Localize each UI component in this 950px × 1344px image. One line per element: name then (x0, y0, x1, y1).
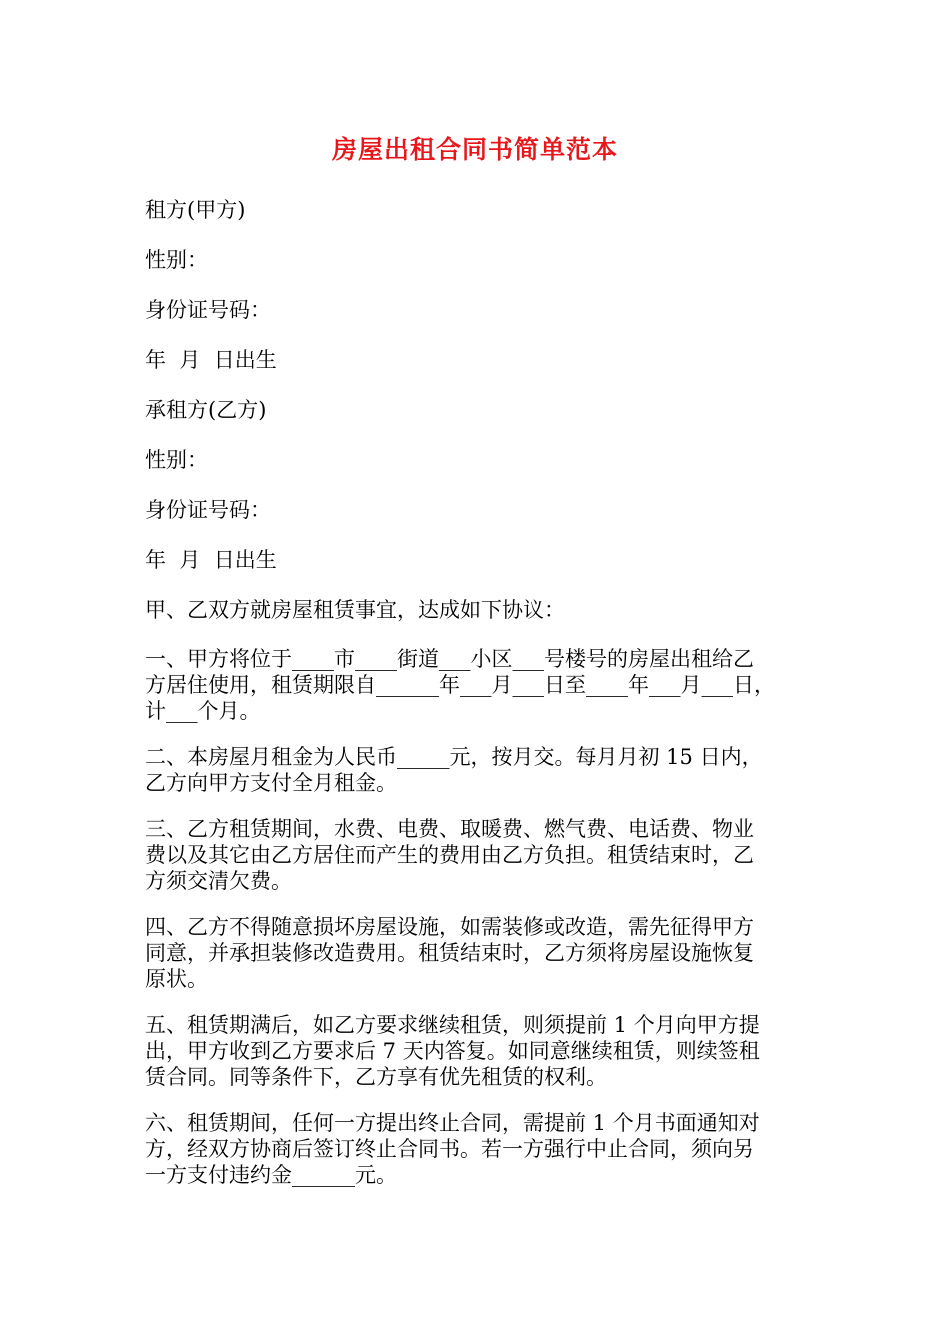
clause-1-row-2: 方居住使用，租赁期限自______年___月___日至____年___月___日， (145, 673, 775, 697)
clause-1 (145, 646, 815, 724)
clause-6-row-2: 方，经双方协商后签订终止合同书。若一方强行中止合同，须向另 (145, 1137, 754, 1161)
clause-6 (145, 1110, 815, 1188)
clause-2-row-2: 乙方向甲方支付全月租金。 (145, 771, 397, 795)
clause-1-row-1: 一、甲方将位于____市____街道___小区___号楼号的房屋出租给乙 (145, 647, 754, 671)
lessee-gender-label: 性别： (145, 448, 208, 472)
document-body (145, 196, 815, 1208)
lessor-birth-label: 年 月 日出生 (145, 348, 277, 372)
lessor-gender-label: 性别： (145, 248, 208, 272)
clause-4 (145, 914, 815, 992)
clause-5-row-1: 五、租赁期满后，如乙方要求继续租赁，则须提前 1 个月向甲方提 (145, 1013, 760, 1037)
clause-3-row-3: 方须交清欠费。 (145, 869, 292, 893)
document-title: 房屋出租合同书简单范本 (331, 135, 618, 164)
clause-3-row-2: 费以及其它由乙方居住而产生的费用由乙方负担。租赁结束时，乙 (145, 843, 754, 867)
clause-4-row-2: 同意，并承担装修改造费用。租赁结束时，乙方须将房屋设施恢复 (145, 941, 754, 965)
clause-3 (145, 816, 815, 894)
clause-2 (145, 744, 815, 796)
clause-1-row-3: 计___个月。 (145, 699, 261, 723)
clause-6-row-1: 六、租赁期间，任何一方提出终止合同，需提前 1 个月书面通知对 (145, 1111, 760, 1135)
clause-5 (145, 1012, 815, 1090)
clause-5-row-3: 赁合同。同等条件下，乙方享有优先租赁的权利。 (145, 1065, 607, 1089)
clause-4-row-3: 原状。 (145, 967, 208, 991)
lessee-id-label: 身份证号码： (145, 498, 271, 522)
agreement-intro: 甲、乙双方就房屋租赁事宜，达成如下协议： (145, 598, 565, 622)
clause-5-row-2: 出，甲方收到乙方要求后 7 天内答复。如同意继续租赁，则续签租 (145, 1039, 760, 1063)
clause-2-row-1: 二、本房屋月租金为人民币_____元，按月交。每月月初 15 日内， (145, 745, 763, 769)
lessee-label: 承租方(乙方) (145, 398, 267, 422)
lessor-id-label: 身份证号码： (145, 298, 271, 322)
lessee-birth-label: 年 月 日出生 (145, 548, 277, 572)
clause-6-row-3: 一方支付违约金______元。 (145, 1163, 397, 1187)
lessor-label: 租方(甲方) (145, 198, 246, 222)
clause-3-row-1: 三、乙方租赁期间，水费、电费、取暖费、燃气费、电话费、物业 (145, 817, 754, 841)
clause-4-row-1: 四、乙方不得随意损坏房屋设施，如需装修或改造，需先征得甲方 (145, 915, 754, 939)
